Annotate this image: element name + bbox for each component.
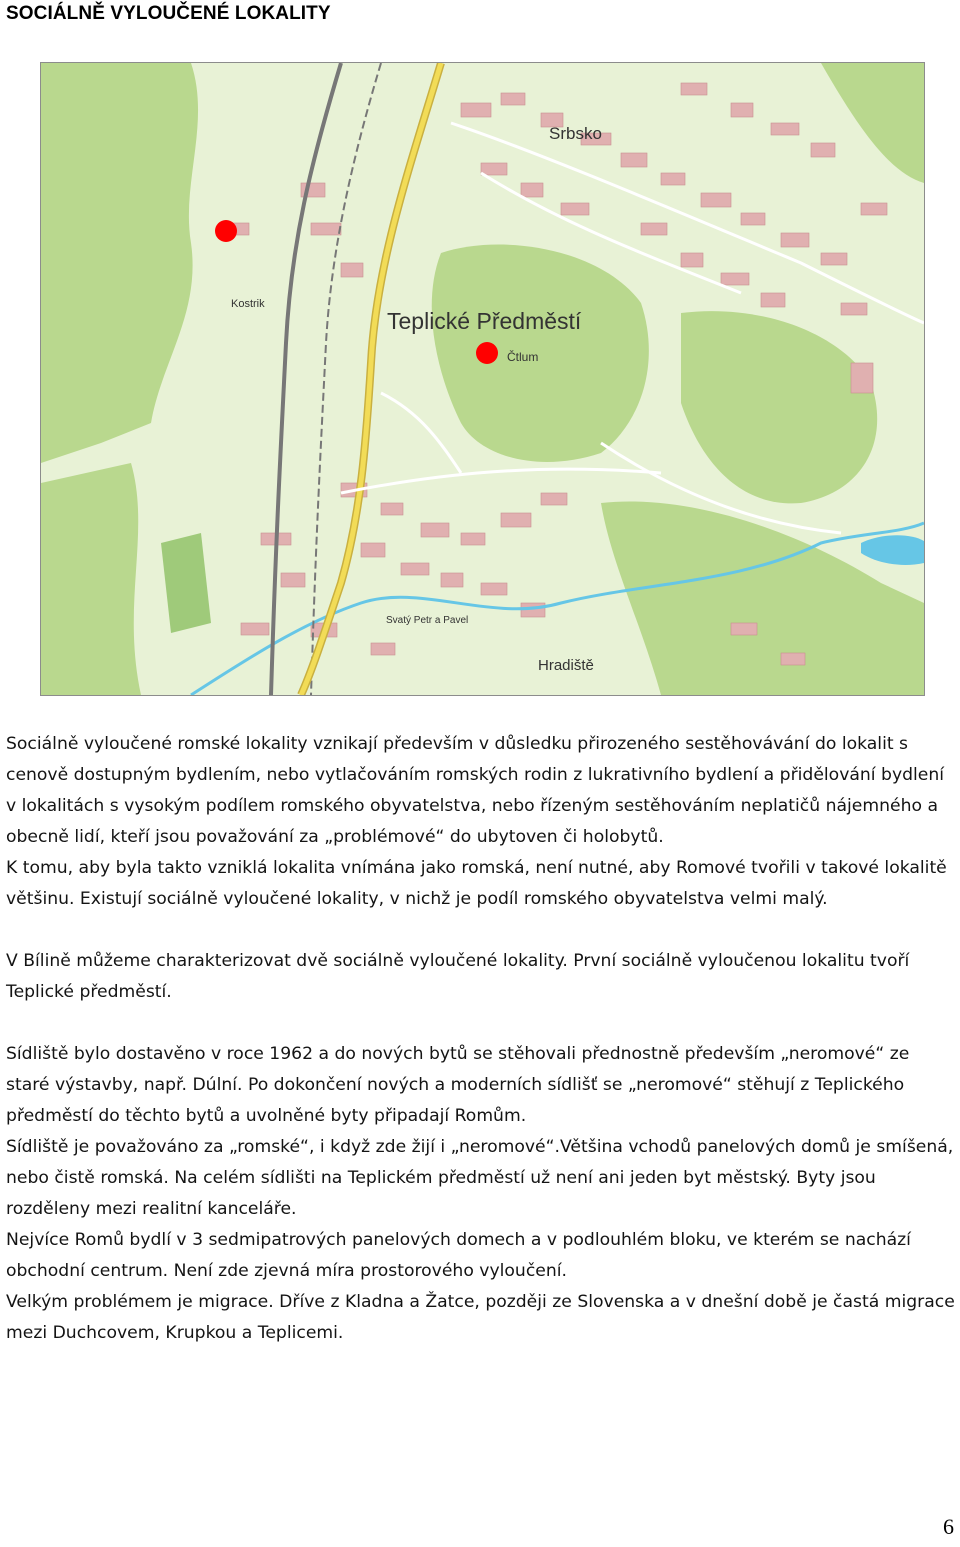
paragraph: Nejvíce Romů bydlí v 3 sedmipatrových panelových domech a v podlouhlém bloku, ve kterém se nachází obchodní centrum. Není zde zjevná míra prostorového vyloučení. bbox=[6, 1230, 911, 1281]
map-label-kostrik: Kostrik bbox=[231, 298, 265, 310]
map-label-svaty: Svatý Petr a Pavel bbox=[386, 615, 469, 626]
page-number: 6 bbox=[943, 1514, 954, 1539]
map-label-ctlum: Čtlum bbox=[507, 350, 539, 364]
paragraph: V Bílině můžeme charakterizovat dvě sociálně vyloučené lokality. První sociálně vyloučenou lokalitu tvoří Teplické předměstí. bbox=[6, 951, 910, 1002]
map-label-srbsko: Srbsko bbox=[549, 124, 602, 143]
page-title: SOCIÁLNĚ VYLOUČENÉ LOKALITY bbox=[6, 3, 331, 24]
body-text bbox=[6, 729, 956, 1349]
paragraph: Velkým problémem je migrace. Dříve z Kladna a Žatce, později ze Slovenska a v dnešní době je častá migrace mezi Duchcovem, Krupkou a Teplicemi. bbox=[6, 1292, 955, 1343]
paragraph: Sídliště je považováno za „romské“, i když zde žijí i „neromové“.Většina vchodů panelových domů je smíšená, nebo čistě romská. Na celém sídlišti na Teplickém předměstí už není ani jeden byt městský. Byty jsou rozděleny mezi realitní kanceláře. bbox=[6, 1137, 954, 1219]
paragraph: K tomu, aby byla takto vzniklá lokalita vnímána jako romská, není nutné, aby Romové tvořili v takové lokalitě většinu. Existují sociálně vyloučené lokality, v nichž je podíl romského obyvatelstva velmi malý. bbox=[6, 858, 947, 909]
paragraph: Sídliště bylo dostavěno v roce 1962 a do nových bytů se stěhovali přednostně především „neromové“ ze staré výstavby, např. Dúlní. Po dokončení nových a moderních sídlišť se „neromové“ stěhují z Teplického předměstí do těchto bytů a uvolněné byty připadají Romům. bbox=[6, 1044, 910, 1126]
paragraph: Sociálně vyloučené romské lokality vznikají především v důsledku přirozeného sestěhovávání do lokalit s cenově dostupným bydlením, nebo vytlačováním romských rodin z lukrativního bydlení a přidělování bydlení v lokalitách s vysokým podílem romského obyvatelstva, nebo řízeným sestěhováním neplatičů nájemného a obecně lidí, kteří jsou považování za „problémové“ do ubytoven či holobytů. bbox=[6, 734, 945, 847]
locality-marker bbox=[476, 342, 498, 364]
map bbox=[40, 62, 925, 696]
map-label-hradiste: Hradiště bbox=[538, 657, 594, 674]
map-label-teplicke: Teplické Předměstí bbox=[387, 308, 582, 334]
locality-marker bbox=[215, 220, 237, 242]
